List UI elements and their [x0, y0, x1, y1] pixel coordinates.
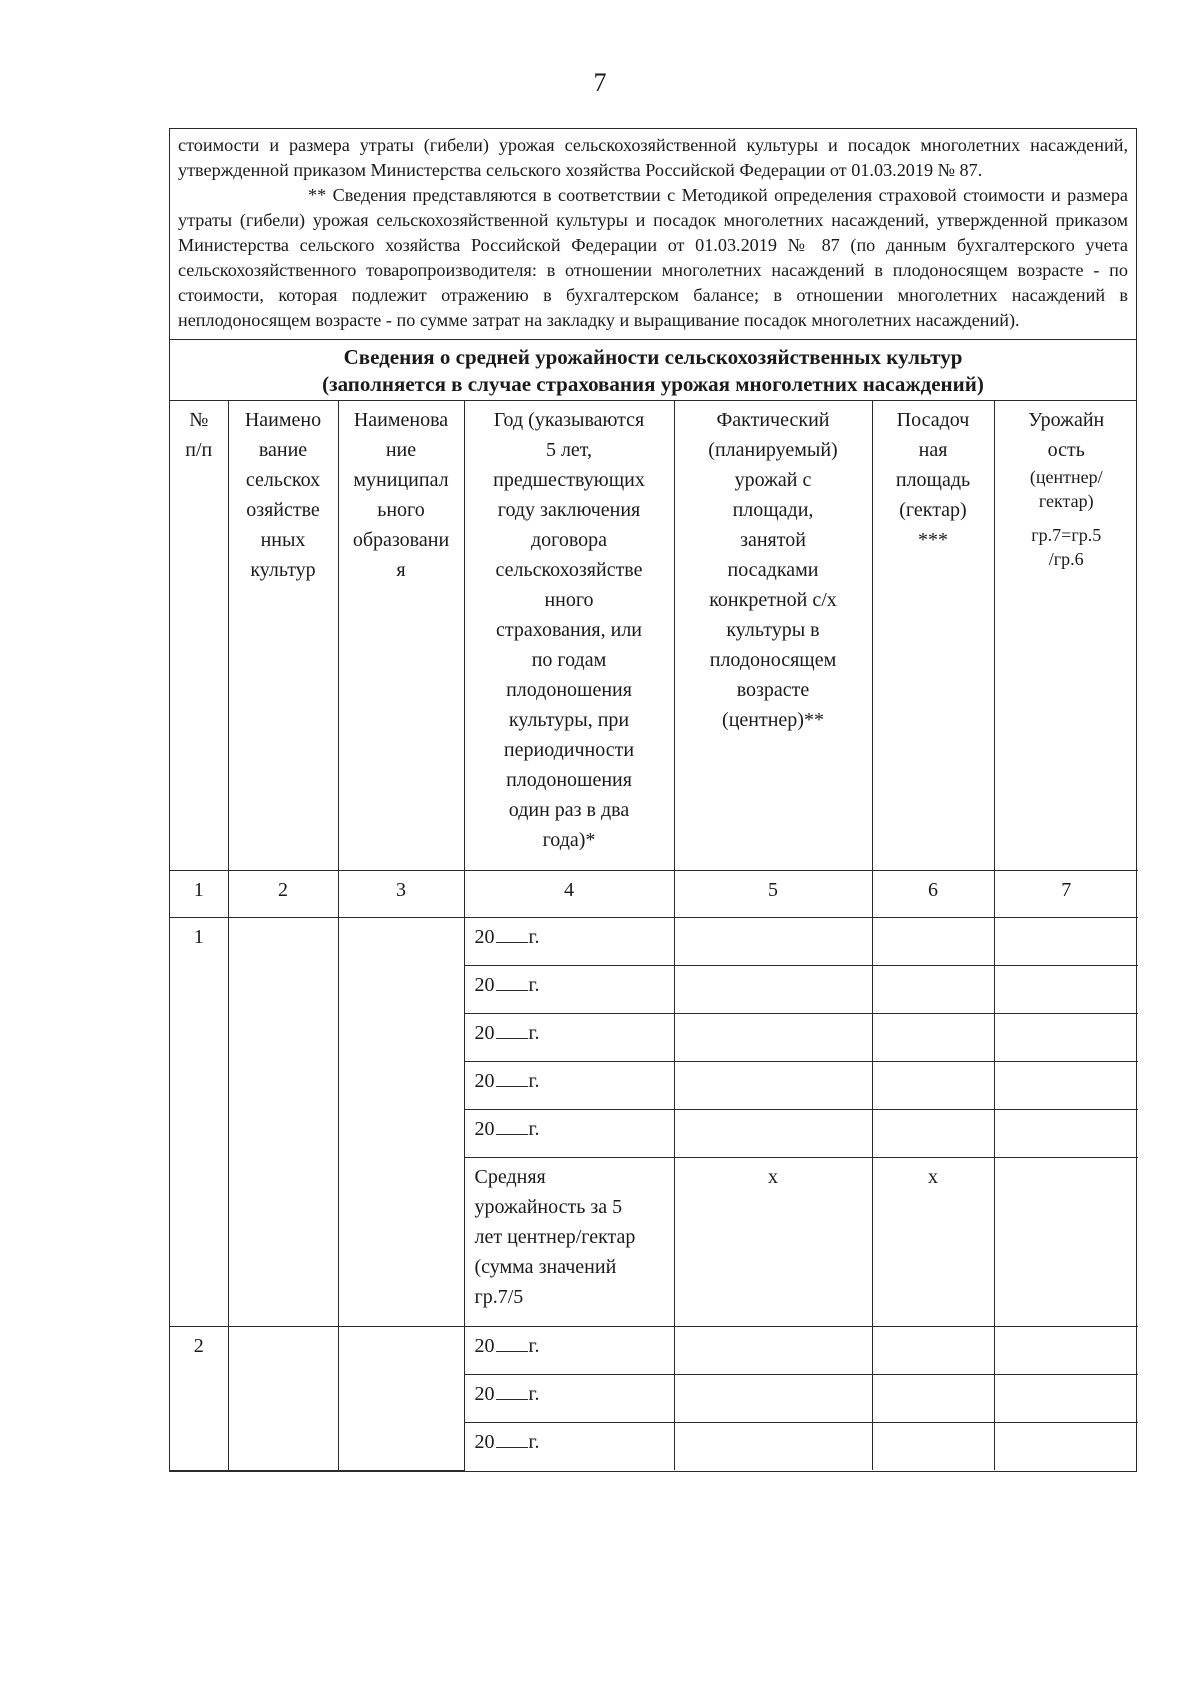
header-planted-area: Посадоч ная площадь (гектар) *** [872, 401, 994, 870]
header-crop-name: Наимено вание сельскох озяйстве нных культур [228, 401, 338, 870]
form-frame [169, 128, 1137, 1472]
column-number: 5 [674, 870, 872, 917]
column-number: 2 [228, 870, 338, 917]
column-number-row [170, 870, 1138, 917]
harvest-cell[interactable] [674, 1061, 872, 1109]
area-cell[interactable] [872, 1061, 994, 1109]
harvest-cell[interactable] [674, 1422, 872, 1470]
year-cell[interactable]: 20 г. [464, 965, 674, 1013]
header-actual-harvest: Фактический (планируемый) урожай с площади, занятой посадками конкретной с/х культуры в плодоносящем возрасте (центнер)** [674, 401, 872, 870]
yield-cell[interactable] [994, 1109, 1138, 1157]
municipality-cell[interactable] [338, 917, 464, 1326]
x-mark: х [674, 1157, 872, 1326]
section-title [170, 340, 1136, 401]
municipality-cell[interactable] [338, 1326, 464, 1470]
column-number: 6 [872, 870, 994, 917]
average-yield-cell[interactable] [994, 1157, 1138, 1326]
crop-name-cell[interactable] [228, 917, 338, 1326]
yield-cell[interactable] [994, 965, 1138, 1013]
yield-cell[interactable] [994, 1013, 1138, 1061]
harvest-cell[interactable] [674, 917, 872, 965]
year-cell[interactable]: 20 г. [464, 917, 674, 965]
row-number: 1 [170, 917, 228, 1326]
year-cell[interactable]: 20 г. [464, 1326, 674, 1374]
area-cell[interactable] [872, 1109, 994, 1157]
x-mark: х [872, 1157, 994, 1326]
area-cell[interactable] [872, 1013, 994, 1061]
table-row [170, 917, 1138, 965]
area-cell[interactable] [872, 1374, 994, 1422]
crop-name-cell[interactable] [228, 1326, 338, 1470]
row-number: 2 [170, 1326, 228, 1470]
year-cell[interactable]: 20 г. [464, 1061, 674, 1109]
harvest-cell[interactable] [674, 965, 872, 1013]
section-title-sub: (заполняется в случае страхования урожая многолетних насаждений) [322, 372, 984, 396]
header-municipality: Наименова ние муниципал ьного образовани я [338, 401, 464, 870]
yield-table [170, 401, 1138, 1471]
year-cell[interactable]: 20 г. [464, 1422, 674, 1470]
yield-cell[interactable] [994, 1061, 1138, 1109]
column-number: 4 [464, 870, 674, 917]
header-year: Год (указываются 5 лет, предшествующих году заключения договора сельскохозяйстве нного страхования, или по годам плодоношения культуры, при периодичности плодоношения один раз в два года)* [464, 401, 674, 870]
column-number: 7 [994, 870, 1138, 917]
table-header-row [170, 401, 1138, 870]
average-yield-label: Средняя урожайность за 5 лет центнер/гектар (сумма значений гр.7/5 [464, 1157, 674, 1326]
harvest-cell[interactable] [674, 1109, 872, 1157]
yield-cell[interactable] [994, 1422, 1138, 1470]
header-number: № п/п [170, 401, 228, 870]
yield-cell[interactable] [994, 917, 1138, 965]
year-cell[interactable]: 20 г. [464, 1109, 674, 1157]
footnote-double-asterisk: ** Сведения представляются в соответствии с Методикой определения страховой стоимости и размера утраты (гибели) урожая сельскохозяйственной культуры и посадок многолетних насаждений, утвержденной приказом Министерства сельского хозяйства Российской Федерации от 01.03.2019 № 87 (по данным бухгалтерского учета сельскохозяйственного товаропроизводителя: в отношении многолетних насаждений в плодоносящем возрасте - по стоимости, которая подлежит отражению в бухгалтерском балансе; в отношении многолетних насаждений в неплодоносящем возрасте - по сумме затрат на закладку и выращивание посадок многолетних насаждений). [178, 185, 1128, 330]
harvest-cell[interactable] [674, 1013, 872, 1061]
table-row [170, 1326, 1138, 1374]
page-number: 7 [593, 68, 607, 97]
area-cell[interactable] [872, 917, 994, 965]
year-cell[interactable]: 20 г. [464, 1013, 674, 1061]
area-cell[interactable] [872, 1422, 994, 1470]
harvest-cell[interactable] [674, 1326, 872, 1374]
harvest-cell[interactable] [674, 1374, 872, 1422]
area-cell[interactable] [872, 965, 994, 1013]
footnotes [170, 129, 1136, 340]
section-title-main: Сведения о средней урожайности сельскохозяйственных культур [343, 345, 963, 369]
column-number: 1 [170, 870, 228, 917]
area-cell[interactable] [872, 1326, 994, 1374]
yield-cell[interactable] [994, 1326, 1138, 1374]
yield-cell[interactable] [994, 1374, 1138, 1422]
column-number: 3 [338, 870, 464, 917]
footnote-continuation: стоимости и размера утраты (гибели) урожая сельскохозяйственной культуры и посадок многолетних насаждений, утвержденной приказом Министерства сельского хозяйства Российской Федерации от 01.03.2019 № 87. [178, 135, 1128, 180]
year-cell[interactable]: 20 г. [464, 1374, 674, 1422]
header-yield: Урожайн ость (центнер/ гектар) гр.7=гр.5 /гр.6 [994, 401, 1138, 870]
